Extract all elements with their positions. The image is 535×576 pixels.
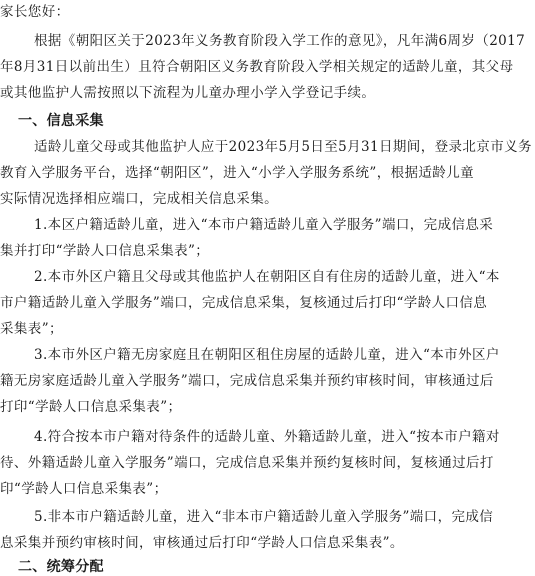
item-4-line-1: 4.符合按本市户籍对待条件的适龄儿童、外籍适龄儿童，进入“按本市户籍对 — [34, 429, 500, 445]
item-3-line-2: 籍无房家庭适龄儿童入学服务”端口，完成信息采集并预约审核时间，审核通过后 — [0, 373, 494, 389]
section1-intro-line-3: 实际情况选择相应端口，完成相关信息采集。 — [0, 191, 278, 207]
section-heading-info-collection: 一、信息采集 — [18, 113, 104, 129]
item-5-line-2: 息采集并预约审核时间，审核通过后打印“学龄人口信息采集表”。 — [0, 535, 404, 551]
item-2-line-1: 2.本市外区户籍且父母或其他监护人在朝阳区自有住房的适龄儿童，进入“本 — [34, 269, 500, 285]
item-2-line-3: 采集表”； — [0, 321, 63, 337]
section1-intro-line-2: 教育入学服务平台，选择“朝阳区”，进入“小学入学服务系统”，根据适龄儿童 — [0, 165, 475, 181]
item-2-line-2: 市户籍适龄儿童入学服务”端口，完成信息采集，复核通过后打印“学龄人口信息 — [0, 295, 488, 311]
item-5-line-1: 5.非本市户籍适龄儿童，进入“非本市户籍适龄儿童入学服务”端口，完成信 — [34, 509, 494, 525]
item-1-line-1: 1.本区户籍适龄儿童，进入“本市户籍适龄儿童入学服务”端口，完成信息采 — [34, 217, 494, 233]
intro-line-1: 根据《朝阳区关于2023年义务教育阶段入学工作的意见》，凡年满6周岁（2017 — [34, 33, 526, 49]
item-3-line-1: 3.本市外区户籍无房家庭且在朝阳区租住房屋的适龄儿童，进入“本市外区户 — [34, 347, 500, 363]
intro-line-3: 或其他监护人需按照以下流程为儿童办理小学入学登记手续。 — [0, 85, 376, 101]
item-3-line-3: 打印“学龄人口信息采集表”； — [0, 399, 182, 415]
section1-intro-line-1: 适龄儿童父母或其他监护人应于2023年5月5日至5月31日期间，登录北京市义务 — [34, 139, 532, 155]
item-1-line-2: 集并打印“学龄人口信息采集表”； — [0, 243, 210, 259]
section-heading-allocation: 二、统筹分配 — [18, 559, 104, 575]
item-4-line-3: 印“学龄人口信息采集表”； — [0, 481, 168, 497]
intro-line-2: 年8月31日以前出生）且符合朝阳区义务教育阶段入学相关规定的适龄儿童，其父母 — [0, 59, 514, 75]
item-4-line-2: 待、外籍适龄儿童入学服务”端口，完成信息采集并预约复核时间，复核通过后打 — [0, 455, 494, 471]
greeting: 家长您好： — [0, 4, 70, 20]
